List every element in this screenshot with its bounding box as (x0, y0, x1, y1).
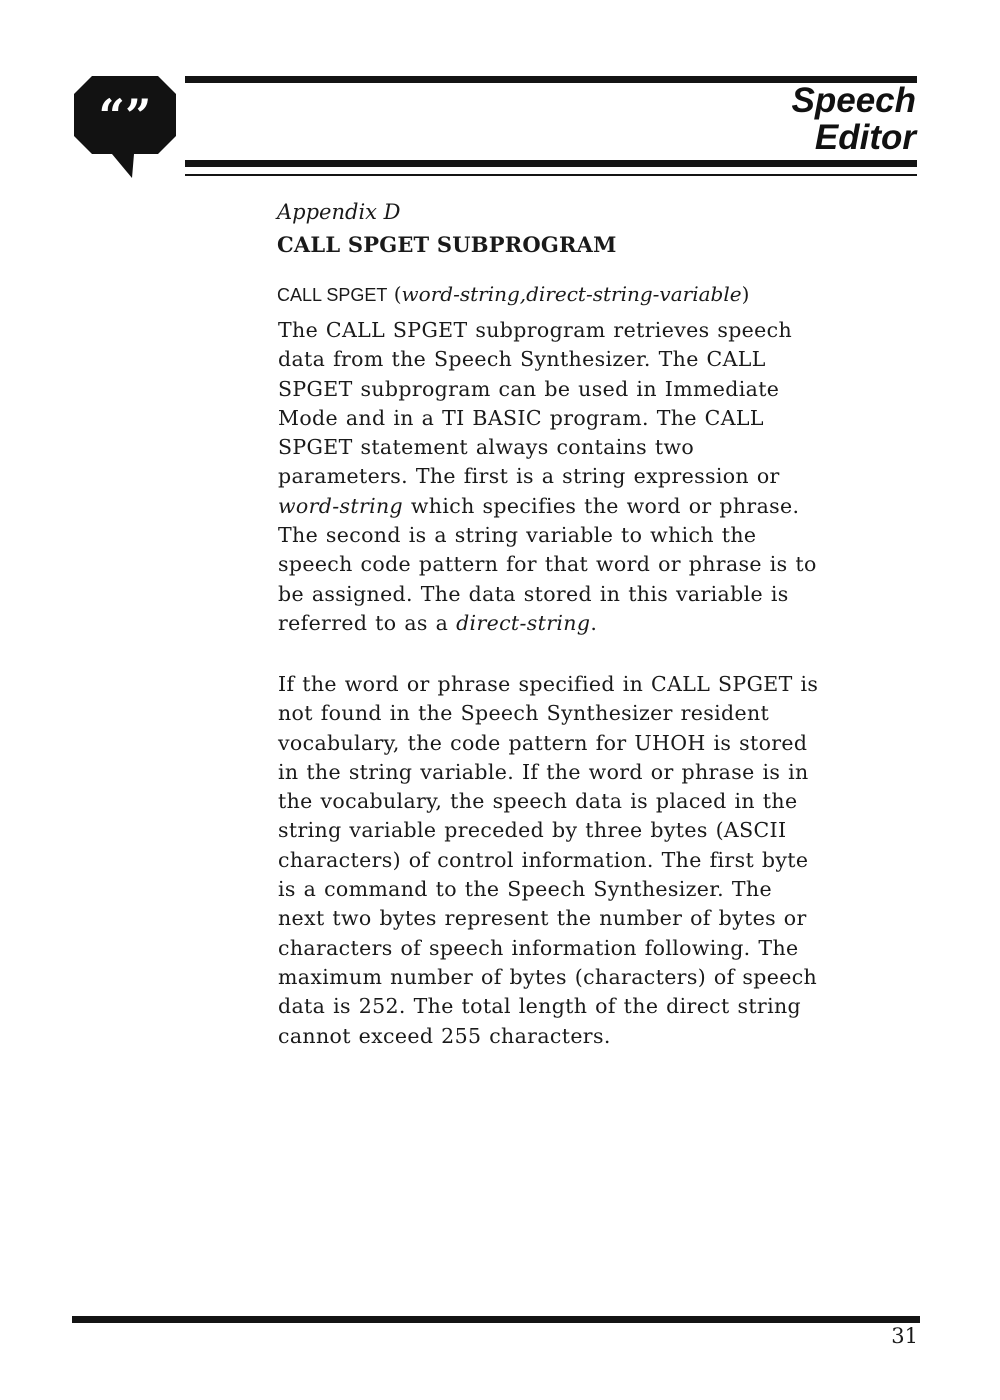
footer-rule (72, 1316, 920, 1323)
paragraph-line: data is 252. The total length of the direct string (278, 994, 802, 1019)
paragraph-line: data from the Speech Synthesizer. The CALL (278, 347, 766, 372)
paragraph-line: speech code pattern for that word or phrase is to (278, 552, 817, 577)
header-thin-rule (185, 174, 917, 176)
header-title (616, 82, 916, 156)
term-direct-string: direct-string (456, 610, 591, 635)
paragraph-line-text: . (590, 610, 598, 635)
paragraph-line: the vocabulary, the speech data is placed in the (278, 789, 798, 814)
description-paragraph (278, 316, 918, 638)
paragraph-line: The second is a string variable to which the (278, 523, 757, 548)
paragraph-line: parameters. The first is a string expression or (278, 464, 780, 489)
paragraph-line: next two bytes represent the number of bytes or (278, 906, 807, 931)
syntax-line (277, 282, 749, 306)
logo-quote-marks: “” (98, 89, 152, 143)
paragraph-line-text: which specifies the word or phrase. (403, 493, 800, 518)
paragraph-line: characters of speech information following. The (278, 935, 799, 960)
paragraph-line (278, 492, 918, 521)
paragraph-line: The CALL SPGET subprogram retrieves speech (278, 318, 793, 342)
paragraph-line: SPGET statement always contains two (278, 435, 695, 460)
paragraph-line: maximum number of bytes (characters) of speech (278, 964, 818, 989)
details-paragraph (278, 670, 918, 1051)
paragraph-line: cannot exceed 255 characters. (278, 1023, 611, 1048)
syntax-close-paren: ) (741, 282, 750, 306)
syntax-arguments: word-string,direct-string-variable (401, 282, 742, 306)
appendix-label: Appendix D (277, 200, 401, 224)
paragraph-line: vocabulary, the code pattern for UHOH is stored (278, 730, 808, 755)
paragraph-line: Mode and in a TI BASIC program. The CALL (278, 405, 764, 430)
paragraph-line (278, 609, 918, 638)
syntax-keyword: CALL SPGET (277, 285, 388, 305)
page-number: 31 (891, 1324, 918, 1348)
paragraph-line-text: referred to as a (278, 610, 457, 635)
paragraph-line: is a command to the Speech Synthesizer. The (278, 877, 772, 902)
paragraph-line: If the word or phrase specified in CALL SPGET is (278, 672, 819, 696)
term-word-string: word-string (278, 493, 404, 518)
header-title-line-1: Speech (791, 81, 916, 120)
paragraph-line: not found in the Speech Synthesizer resident (278, 701, 770, 726)
paragraph-line: be assigned. The data stored in this variable is (278, 581, 789, 606)
header-title-line-2: Editor (814, 118, 916, 157)
paragraph-line: SPGET subprogram can be used in Immediate (278, 376, 780, 401)
paragraph-line: in the string variable. If the word or phrase is in (278, 759, 809, 784)
header-bottom-rule (185, 160, 917, 167)
paragraph-line: string variable preceded by three bytes (ASCII (278, 818, 787, 843)
speech-bubble-quote-logo (72, 74, 178, 178)
section-heading: CALL SPGET SUBPROGRAM (277, 232, 617, 257)
paragraph-line: characters) of control information. The first byte (278, 847, 809, 872)
syntax-open-paren: ( (393, 282, 402, 306)
